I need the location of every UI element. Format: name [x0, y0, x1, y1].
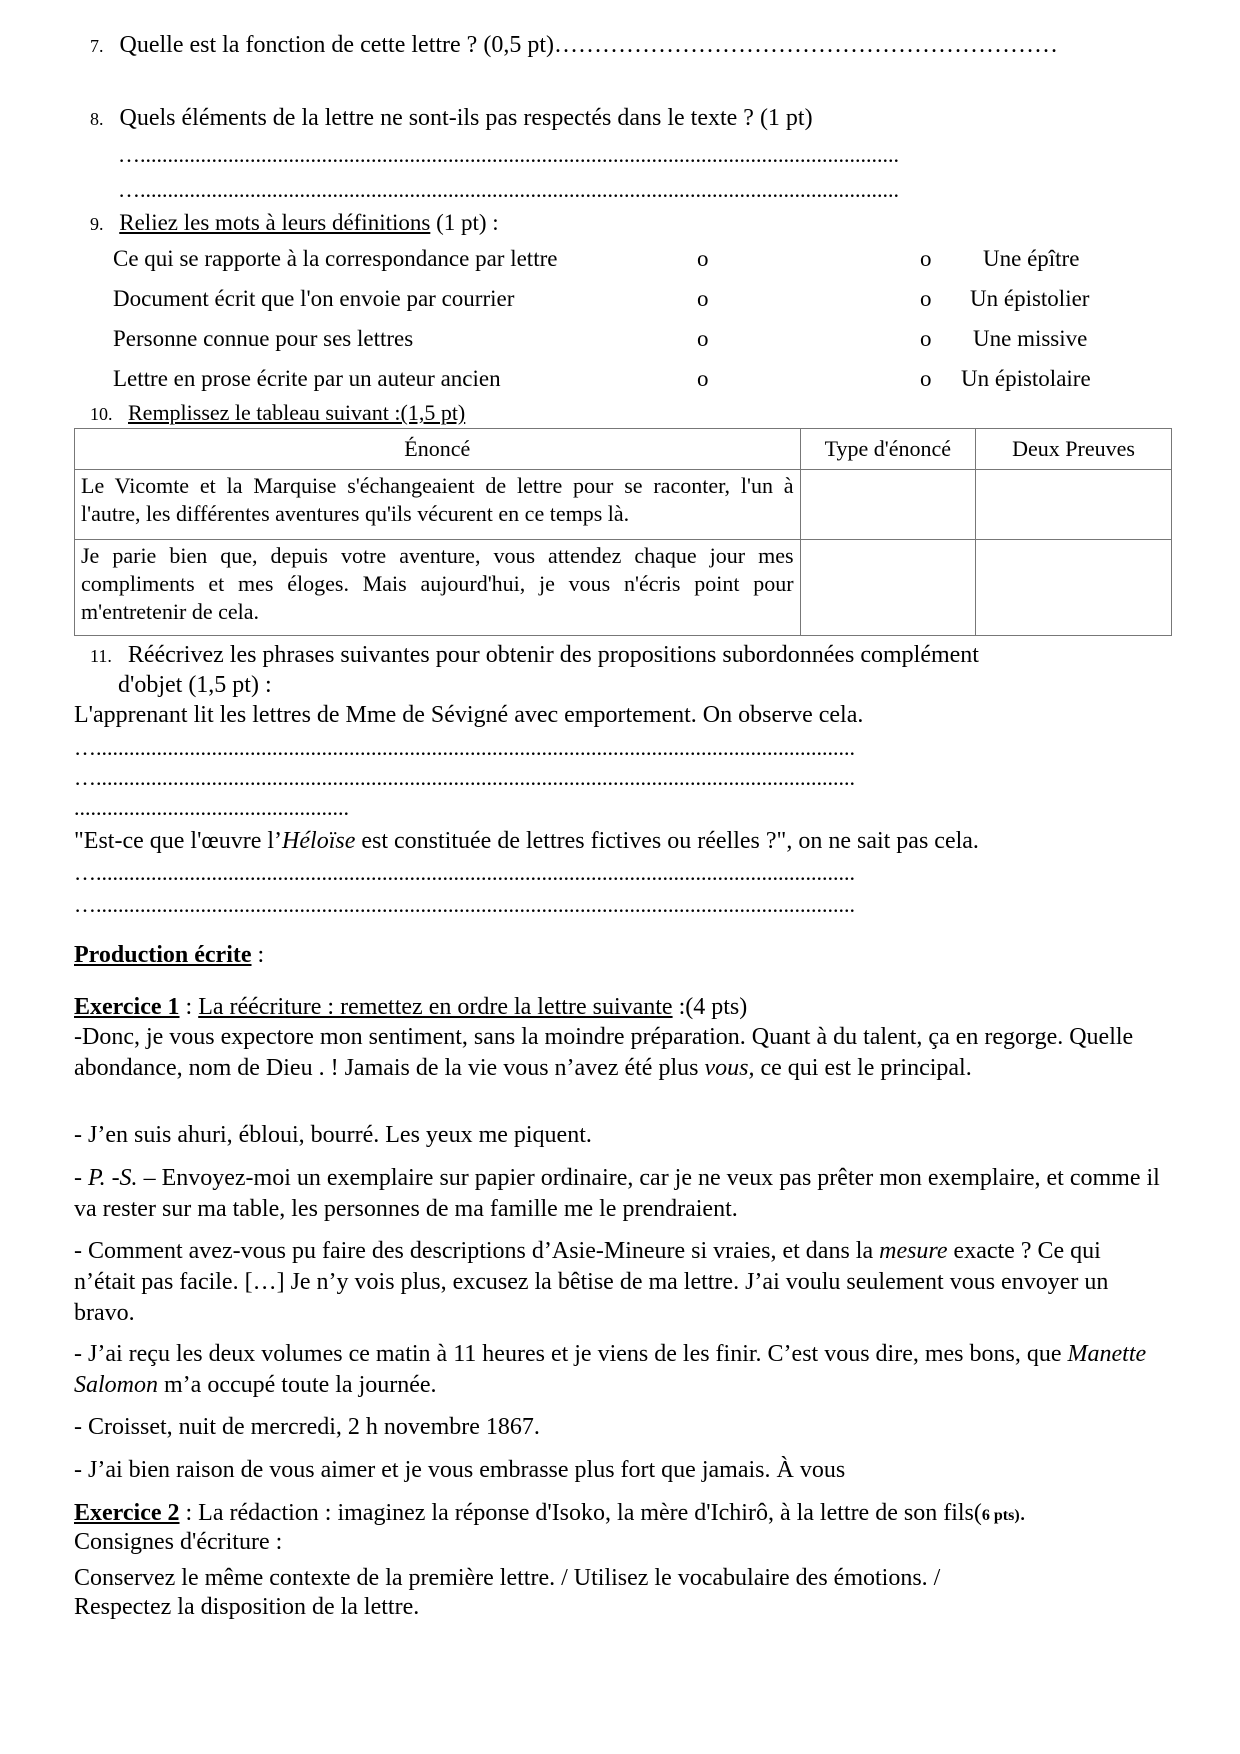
fragment-text: exacte ? Ce qui n’était pas facile. […] Je n’y vois plus, excusez la bêtise de ma lettre. J’ai voulu seulement vous envoyer un bravo. [74, 1238, 1109, 1326]
match-left: Document écrit que l'on envoie par courrier [113, 286, 515, 311]
sentence-title: Héloïse [282, 828, 356, 854]
match-left: Ce qui se rapporte à la correspondance par lettre [113, 246, 558, 271]
table-header: Type d'énoncé [800, 429, 976, 470]
exercise-end: . [1019, 1500, 1026, 1526]
letter-fragment [74, 1339, 1164, 1401]
match-left: Personne connue pour ses lettres [113, 326, 414, 351]
letter-fragment: - Croisset, nuit de mercredi, 2 h novembre 1867. [74, 1414, 540, 1440]
letter-fragment [74, 1163, 1164, 1225]
question-text: Quels éléments de la lettre ne sont-ils pas respectés dans le texte ? (1 pt) [119, 105, 813, 131]
question-number: 9. [90, 214, 104, 234]
exercise-label: Exercice 1 [74, 994, 180, 1020]
match-right: Une missive [973, 326, 1088, 351]
answer-line[interactable]: ….......................................................................................................................................... [74, 860, 855, 885]
section-title [74, 940, 264, 970]
match-row [0, 284, 1240, 314]
answer-line[interactable]: ….......................................................................................................................................... [74, 735, 855, 760]
letter-fragment: - J’en suis ahuri, ébloui, bourré. Les yeux me piquent. [74, 1122, 592, 1148]
match-dot-right[interactable]: o [920, 286, 932, 311]
answer-line[interactable]: ….......................................................................................................................................... [118, 177, 899, 202]
fragment-text: - [74, 1165, 88, 1191]
consigne-line: Respectez la disposition de la lettre. [74, 1594, 420, 1620]
table-row [75, 540, 1172, 636]
match-dot-left[interactable]: o [697, 326, 709, 351]
exercise-label: Exercice 2 [74, 1500, 180, 1526]
match-dot-left[interactable]: o [697, 286, 709, 311]
question-number: 8. [90, 109, 104, 129]
question-text-cont: d'objet (1,5 pt) : [118, 672, 272, 698]
exercise-title: La réécriture : remettez en ordre la lettre suivante [198, 994, 673, 1020]
answer-table [74, 428, 1172, 636]
fragment-text: -Donc, je vous expectore mon sentiment, sans la moindre préparation. Quant à du talent, ça en regorge. Quelle abondance, nom de Dieu . ! Jamais de la vie vous n’avez été plus [74, 1024, 1134, 1081]
question-title: Remplissez le tableau suivant :(1,5 pt) [128, 400, 466, 425]
answer-line[interactable]: .................................................. [74, 795, 349, 820]
question-11 [90, 640, 979, 671]
consigne-line: Conservez le même contexte de la première lettre. / Utilisez le vocabulaire des émotions. / [74, 1565, 941, 1591]
fragment-text: m’a occupé toute la journée. [158, 1372, 437, 1398]
table-cell-type[interactable] [800, 470, 976, 540]
match-row [0, 364, 1240, 394]
fragment-text: - Comment avez-vous pu faire des descriptions d’Asie-Mineure si vraies, et dans la [74, 1238, 880, 1264]
fragment-italic: P. -S. [88, 1165, 138, 1191]
match-row [0, 324, 1240, 354]
exercise-text: : La rédaction : imaginez la réponse d'Isoko, la mère d'Ichirô, à la lettre de son fils( [179, 1500, 982, 1526]
sentence-part: est constituée de lettres fictives ou réelles ?", on ne sait pas cela. [355, 828, 979, 854]
section-colon: : [251, 942, 265, 968]
question-text: Réécrivez les phrases suivantes pour obtenir des propositions subordonnées complément [127, 642, 979, 668]
match-dot-left[interactable]: o [697, 366, 709, 391]
match-right: Un épistolier [970, 286, 1090, 311]
match-dot-right[interactable]: o [920, 366, 932, 391]
letter-fragment: - J’ai bien raison de vous aimer et je vous embrasse plus fort que jamais. À vous [74, 1457, 846, 1483]
match-row [0, 244, 1240, 274]
table-header: Deux Preuves [976, 429, 1172, 470]
question-number: 11. [90, 646, 112, 666]
table-cell-proofs[interactable] [976, 540, 1172, 636]
sentence-2 [74, 826, 979, 856]
answer-line[interactable]: ….......................................................................................................................................... [118, 142, 899, 167]
table-header: Énoncé [75, 429, 801, 470]
table-cell-type[interactable] [800, 540, 976, 636]
table-row [75, 470, 1172, 540]
exercise-sep: : [179, 994, 199, 1020]
match-dot-right[interactable]: o [920, 326, 932, 351]
section-heading: Production écrite [74, 942, 252, 968]
question-9 [90, 208, 499, 239]
answer-line[interactable]: ….......................................................................................................................................... [74, 892, 855, 917]
sentence-part: "Est-ce que l'œuvre l’ [74, 828, 283, 854]
table-cell-proofs[interactable] [976, 470, 1172, 540]
fragment-italic: mesure [879, 1238, 948, 1264]
fragment-text: ce qui est le principal. [754, 1055, 972, 1081]
question-title: Reliez les mots à leurs définitions [119, 210, 431, 235]
match-right: Une épître [983, 246, 1080, 271]
question-7 [90, 30, 1058, 61]
table-cell-statement: Je parie bien que, depuis votre aventure, vous attendez chaque jour mes compliments et mes éloges. Mais aujourd'hui, je vous n'écris point pour m'entretenir de cela. [75, 540, 801, 636]
question-text: Quelle est la fonction de cette lettre ? (0,5 pt) [119, 32, 554, 58]
question-8 [90, 103, 813, 134]
consignes-title: Consignes d'écriture : [74, 1529, 283, 1555]
fragment-text: – Envoyez-moi un exemplaire sur papier ordinaire, car je ne veux pas prêter mon exemplaire, et comme il va rester sur ma table, les personnes de ma famille me le prendraient. [74, 1165, 1160, 1222]
question-10 [90, 400, 465, 427]
letter-fragment [74, 1236, 1164, 1329]
exercise-1-title [74, 992, 747, 1022]
fragment-text: - J’ai reçu les deux volumes ce matin à 11 heures et je viens de les finir. C’est vous dire, mes bons, que [74, 1341, 1068, 1367]
answer-dots: ……………………………………………………… [553, 32, 1058, 58]
fragment-italic: Manette Salomon [74, 1341, 1147, 1398]
table-cell-statement: Le Vicomte et la Marquise s'échangeaient de lettre pour se raconter, l'un à l'autre, les différentes aventures qu'ils vécurent en ce temps là. [75, 470, 801, 540]
exercise-points: 6 pts) [981, 1507, 1020, 1524]
letter-fragment [74, 1022, 1164, 1084]
answer-line[interactable]: ….......................................................................................................................................... [74, 765, 855, 790]
fragment-italic: vous, [704, 1055, 755, 1081]
question-number: 10. [90, 404, 113, 424]
question-number: 7. [90, 36, 104, 56]
exercise-points: :(4 pts) [672, 994, 748, 1020]
question-points: (1 pt) : [430, 210, 499, 235]
sentence-1: L'apprenant lit les lettres de Mme de Sévigné avec emportement. On observe cela. [74, 702, 864, 728]
match-dot-left[interactable]: o [697, 246, 709, 271]
match-dot-right[interactable]: o [920, 246, 932, 271]
match-right: Un épistolaire [961, 366, 1091, 391]
match-left: Lettre en prose écrite par un auteur ancien [113, 366, 501, 391]
